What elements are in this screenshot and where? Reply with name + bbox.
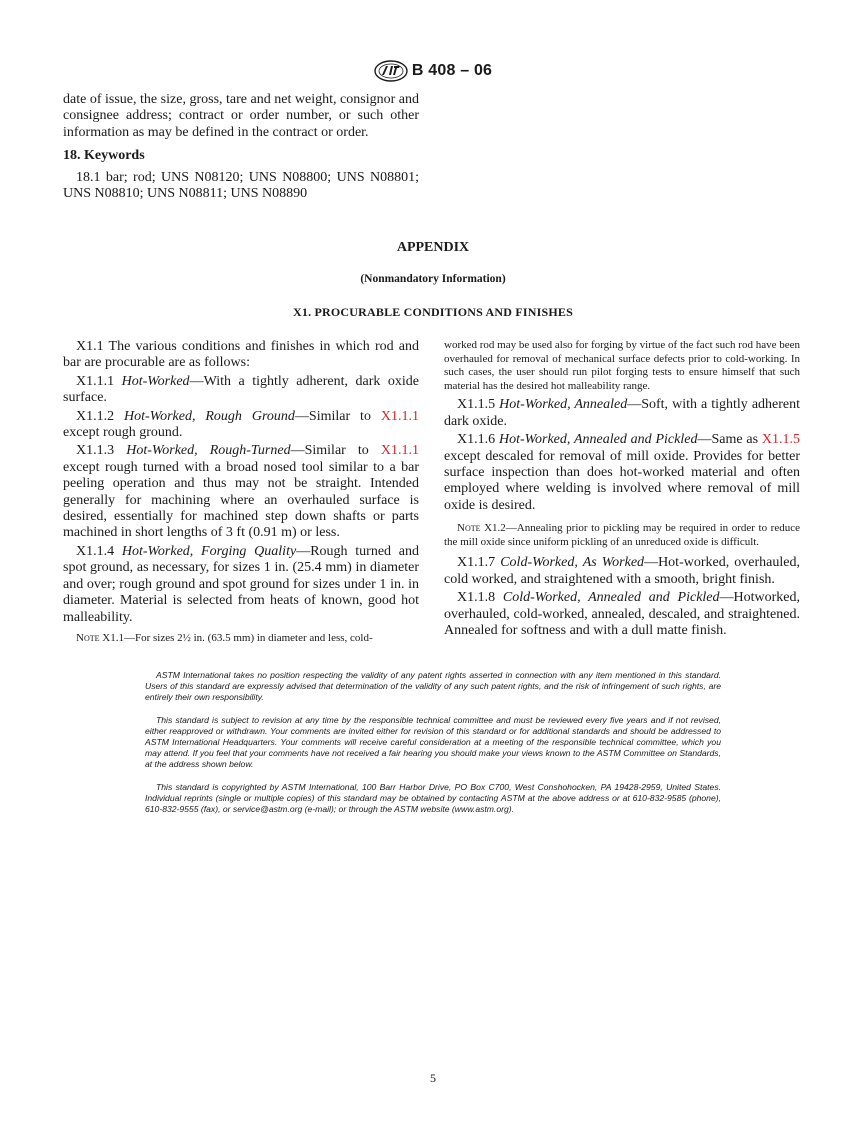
condition-title: Hot-Worked, Annealed: [499, 397, 628, 413]
page-number: 5: [430, 1071, 436, 1085]
appendix-subtitle: (Nonmandatory Information): [360, 273, 506, 285]
xref-link-x1-1-5[interactable]: X1.1.5: [761, 432, 800, 448]
paragraph-x1-1-1: X1.1.1 Hot-Worked—With a tightly adherent, dark oxide surface.: [63, 373, 419, 406]
condition-title: Hot-Worked: [121, 373, 190, 389]
section-title: X1. PROCURABLE CONDITIONS AND FINISHES: [293, 305, 573, 319]
condition-title: Hot-Worked, Rough Ground: [124, 408, 295, 424]
paragraph-x1-1-6: X1.1.6 Hot-Worked, Annealed and Pickled—Same as X1.1.5 except descaled for removal of mill oxide. Provides for better surface inspection than does hot-worked material and often employed where welding is involved where removal of mill oxide is desired.: [444, 432, 800, 513]
appendix-title: APPENDIX: [396, 240, 470, 255]
delivery-info-paragraph: date of issue, the size, gross, tare and net weight, consignor and consignee address; contract or order number, or such other information as may be defined in the contract or order.: [63, 92, 419, 140]
paragraph-x1-1-5: X1.1.5 Hot-Worked, Annealed—Soft, with a tightly adherent dark oxide.: [444, 397, 801, 429]
keywords-heading: 18. Keywords: [63, 148, 145, 163]
condition-title: Hot-Worked, Annealed and Pickled: [498, 432, 698, 448]
condition-title: Cold-Worked, Annealed and Pickled: [502, 590, 720, 606]
note-x1-1-continued: worked rod may be used also for forging by virtue of the fact such rod have been overhauled for removal of mechanical surface defects prior to cold-working. In such cases, the user should run pilot forging tests to ensure himself that such material has the desired hot malleability range.: [444, 339, 800, 392]
condition-title: Hot-Worked, Forging Quality: [121, 543, 297, 559]
right-column: [444, 339, 800, 641]
revision-notice: This standard is subject to revision at any time by the responsible technical committee and must be reviewed every five years and if not revised, either reapproved or withdrawn. Your comments are invited either for revision of this standard or for additional standards and should be addressed to ASTM International Headquarters. Your comments will receive careful consideration at a meeting of the responsible technical committee, which you may attend. If you feel that your comments have not received a fair hearing you should make your views known to the ASTM Committee on Standards, at the address shown below.: [145, 714, 721, 770]
keywords-text: 18.1 bar; rod; UNS N08120; UNS N08800; UNS N08801; UNS N08810; UNS N08811; UNS N08890: [63, 170, 419, 202]
xref-link-x1-1-1[interactable]: X1.1.1: [380, 443, 419, 459]
footer-legal: [145, 670, 721, 815]
condition-title: Hot-Worked, Rough-Turned: [126, 443, 291, 459]
copyright-notice: This standard is copyrighted by ASTM International, 100 Barr Harbor Drive, PO Box C700, West Conshohocken, PA 19428-2959, United States. Individual reprints (single or multiple copies) of this standard may be obtained by contacting ASTM at the above address or at 610-832-9585 (phone), 610-832-9555 (fax), or service@astm.org (e-mail); or through the ASTM website (www.astm.org).: [145, 781, 721, 815]
paragraph-x1-1-2: X1.1.2 Hot-Worked, Rough Ground—Similar to X1.1.1 except rough ground.: [63, 408, 419, 441]
astm-logo-icon: [374, 60, 408, 82]
paragraph-x1-1-3: X1.1.3 Hot-Worked, Rough-Turned—Similar to X1.1.1 except rough turned with a broad nosed tool similar to a bar peeling operation and thus may not be straight. Intended generally for machining where an overhauled surface is desired, essentially for machined step down shafts or parts machined in short lengths of 3 ft (0.91 m) or less.: [63, 443, 419, 541]
standard-designation: B 408 – 06: [411, 62, 493, 79]
patent-notice: ASTM International takes no position respecting the validity of any patent rights asserted in connection with any item mentioned in this standard. Users of this standard are expressly advised that determination of the validity of any such patent rights, and the risk of infringement of such rights, are entirely their own responsibility.: [145, 670, 721, 703]
condition-title: Cold-Worked, As Worked: [500, 555, 645, 571]
page-header: [0, 58, 866, 84]
note-x1-2: Note X1.2—Annealing prior to pickling may be required in order to reduce the mill oxide since uniform pickling of an unreduced oxide is difficult.: [444, 522, 800, 548]
paragraph-x1-1-8: X1.1.8 Cold-Worked, Annealed and Pickled—Hotworked, overhauled, cold-worked, annealed, descaled, and straightened. Annealed for softness and with a dull matte finish.: [444, 590, 801, 639]
left-column: [63, 339, 419, 648]
xref-link-x1-1-1[interactable]: X1.1.1: [380, 408, 419, 424]
paragraph-x1-1-4: X1.1.4 Hot-Worked, Forging Quality—Rough turned and spot ground, as necessary, for sizes 1 in. (25.4 mm) in diameter and over; rough ground and spot ground for sizes under 1 in. in diameter. Material is selected from heats of known, good hot malleability.: [63, 543, 420, 625]
note-x1-1: Note X1.1—For sizes 2½ in. (63.5 mm) in diameter and less, cold-: [76, 631, 373, 644]
paragraph-x1-1: X1.1 The various conditions and finishes in which rod and bar are procurable are as follows:: [63, 339, 419, 371]
paragraph-x1-1-7: X1.1.7 Cold-Worked, As Worked—Hot-worked, overhauled, cold worked, and straightened with a smooth, bright finish.: [444, 555, 800, 587]
